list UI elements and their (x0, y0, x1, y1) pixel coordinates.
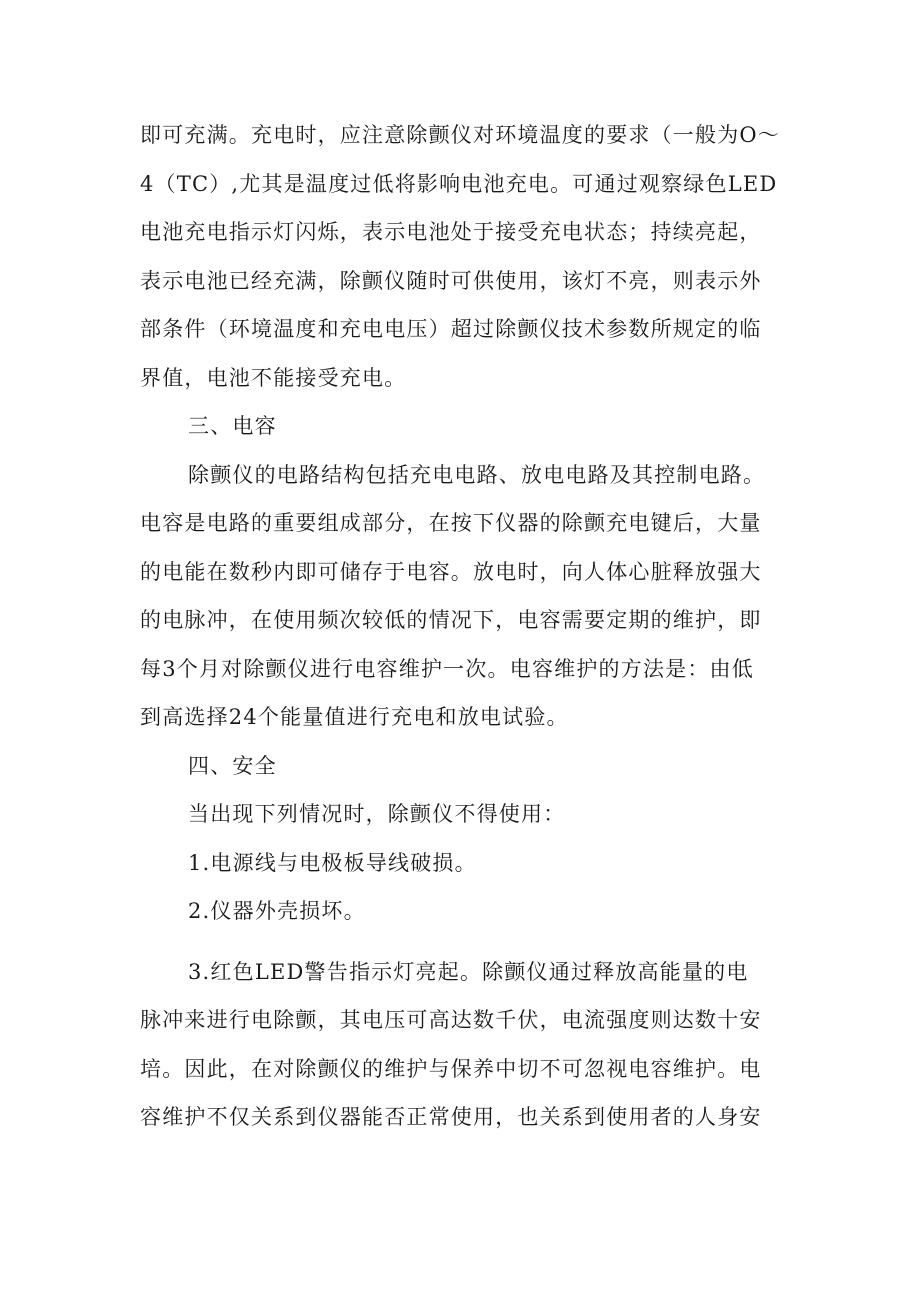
paragraph-line: 表示电池已经充满，除颤仪随时可供使用，该灯不亮，则表示外 (140, 268, 762, 293)
paragraph-line: 的电能在数秒内即可储存于电容。放电时，向人体心脏释放强大 (140, 559, 762, 584)
list-item: 2.仪器外壳损坏。 (188, 899, 366, 923)
section-heading-safety: 四、安全 (188, 753, 277, 778)
paragraph-line: 除颤仪的电路结构包括充电电路、放电电路及其控制电路。 (188, 462, 766, 487)
document-body (140, 111, 785, 1142)
paragraph-line: 到高选择24个能量值进行充电和放电试验。 (140, 705, 569, 729)
paragraph-line: 部条件（环境温度和充电电压）超过除颤仪技术参数所规定的临 (140, 317, 762, 341)
paragraph-line: 电容是电路的重要组成部分，在按下仪器的除颤充电键后，大量 (140, 511, 762, 535)
paragraph-line: 培。因此，在对除颤仪的维护与保养中切不可忽视电容维护。电 (140, 1056, 762, 1081)
paragraph-line: 脉冲来进行电除颤，其电压可高达数千伏，电流强度则达数十安 (140, 1008, 762, 1032)
list-item: 1.电源线与电极板导线破损。 (188, 850, 477, 875)
paragraph-line: 容维护不仅关系到仪器能否正常使用，也关系到使用者的人身安 (140, 1105, 762, 1129)
paragraph-line: 即可充满。充电时，应注意除颤仪对环境温度的要求（一般为O～ (140, 123, 781, 147)
paragraph-line: 4（TC）,尤其是温度过低将影响电池充电。可通过观察绿色LED (140, 171, 778, 196)
paragraph-line: 每3个月对除颤仪进行电容维护一次。电容维护的方法是：由低 (140, 656, 754, 681)
paragraph-line: 电池充电指示灯闪烁，表示电池处于接受充电状态；持续亮起， (140, 220, 762, 244)
paragraph-line: 当出现下列情况时，除颤仪不得使用： (188, 802, 566, 826)
list-item: 3.红色LED警告指示灯亮起。除颤仪通过释放高能量的电 (188, 959, 749, 984)
paragraph-line: 的电脉冲，在使用频次较低的情况下，电容需要定期的维护，即 (140, 608, 762, 632)
section-heading-capacitor: 三、电容 (188, 414, 277, 438)
paragraph-line: 界值，电池不能接受充电。 (140, 365, 407, 390)
